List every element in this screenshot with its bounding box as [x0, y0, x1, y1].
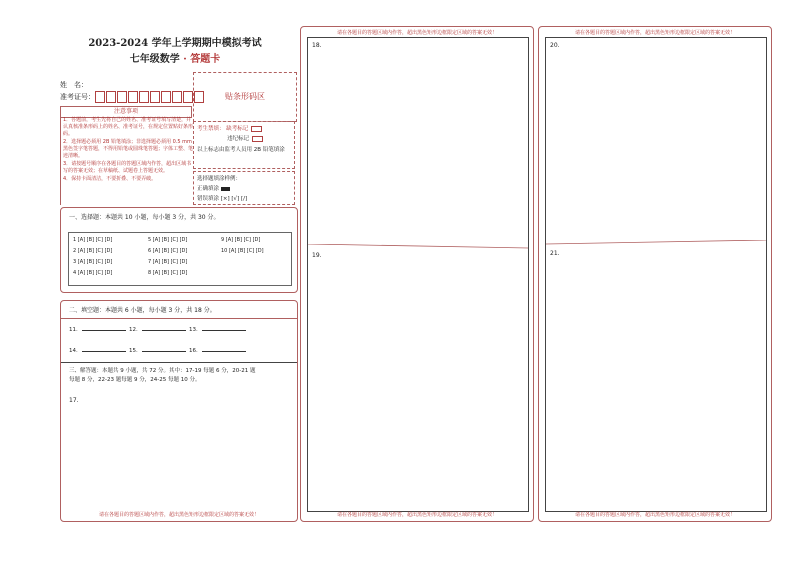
- choice-row[interactable]: 4 [A] [B] [C] [D]: [73, 270, 113, 276]
- choice-row[interactable]: 7 [A] [B] [C] [D]: [148, 259, 188, 265]
- exam-id-boxes[interactable]: [95, 93, 205, 101]
- filled-mark-icon: [221, 187, 230, 191]
- blank-14[interactable]: 14.: [69, 348, 126, 354]
- blank-16[interactable]: 16.: [189, 348, 246, 354]
- fill-blank-area: [61, 316, 297, 363]
- notice-item: 4．保持卡面清洁，不要折叠、不要弄破。: [63, 176, 157, 182]
- answer-area-20[interactable]: [546, 38, 766, 244]
- violation-label: 违纪标记: [227, 136, 250, 142]
- choice-row[interactable]: 6 [A] [B] [C] [D]: [148, 248, 188, 254]
- question-19-label: 19.: [312, 252, 322, 259]
- name-field[interactable]: [60, 80, 88, 90]
- marks-caption: 考生禁填：: [197, 126, 225, 132]
- wrong-row: [197, 194, 291, 202]
- title-separator: ·: [183, 54, 187, 65]
- wrong-label: 错误填涂: [197, 196, 220, 202]
- correct-row: [197, 184, 291, 192]
- answer-area-18[interactable]: [308, 38, 528, 246]
- choice-row[interactable]: 10 [A] [B] [C] [D]: [221, 248, 264, 254]
- fill-sample-box: [193, 171, 295, 205]
- notice-item: 2．选择题必须用 2B 铅笔填涂；非选择题必须用 0.5 mm 黑色签字笔答题，不得用铅笔或圆珠笔答题；字体工整、笔迹清晰。: [63, 139, 194, 159]
- answer-panel-right: [538, 26, 772, 522]
- wrong-marks: [×] [√] [/]: [220, 196, 248, 202]
- section-choice: [60, 207, 298, 293]
- name-label: 姓 名：: [60, 81, 88, 89]
- notice-list: [60, 117, 193, 205]
- section-fill-and-solve: [60, 300, 298, 522]
- question-17-label: 17.: [69, 397, 79, 404]
- subject-label: 七年级数学: [129, 54, 180, 65]
- absent-label: 缺考标记: [226, 126, 249, 132]
- proctor-marks-box: [193, 121, 295, 169]
- warning-text: 请在各题目的答题区域内作答，超出黑色矩形边框限定区域的答案无效！: [574, 512, 735, 518]
- answer-frame-right: [545, 37, 767, 512]
- choice-row[interactable]: 8 [A] [B] [C] [D]: [148, 270, 188, 276]
- exam-id-label: 准考证号：: [60, 93, 95, 101]
- barcode-area: 贴条形码区: [193, 72, 297, 122]
- blank-15[interactable]: 15.: [129, 348, 186, 354]
- exam-id-field[interactable]: [60, 91, 205, 103]
- warning-text: 请在各题目的答题区域内作答，超出黑色矩形边框限定区域的答案无效！: [336, 512, 497, 518]
- notice-item: 3．请按题号顺序在各题目的答题区域内作答，超出区域书写的答案无效；在草稿纸、试题卷上答题无效。: [63, 161, 192, 174]
- warning-text: 请在各题目的答题区域内作答，超出黑色矩形边框限定区域的答案无效！: [98, 512, 259, 518]
- choice-row[interactable]: 2 [A] [B] [C] [D]: [73, 248, 113, 254]
- answer-area-17[interactable]: [67, 406, 289, 508]
- answer-area-21[interactable]: [546, 246, 766, 510]
- notice-title: 注意事项: [60, 106, 192, 118]
- blank-13[interactable]: 13.: [189, 327, 246, 333]
- marks-caption-row: [197, 124, 291, 132]
- choice-row[interactable]: 1 [A] [B] [C] [D]: [73, 237, 113, 243]
- exam-title: 2023-2024 学年上学期期中模拟考试: [88, 38, 262, 49]
- answer-frame-middle: [307, 37, 529, 512]
- choice-row[interactable]: 5 [A] [B] [C] [D]: [148, 237, 188, 243]
- warning-text: 请在各题目的答题区域内作答，超出黑色矩形边框限定区域的答案无效！: [336, 30, 497, 36]
- section1-heading: 一、选择题：本题共 10 小题，每小题 3 分，共 30 分。: [69, 214, 220, 221]
- choice-grid: [68, 232, 292, 286]
- sample-title: 选择题填涂样例：: [197, 176, 242, 182]
- violation-row: [227, 134, 291, 142]
- choice-row[interactable]: 3 [A] [B] [C] [D]: [73, 259, 113, 265]
- question-18-label: 18.: [312, 42, 322, 49]
- blank-12[interactable]: 12.: [129, 327, 186, 333]
- section2-heading: 二、填空题：本题共 6 小题，每小题 3 分，共 18 分。: [61, 301, 297, 319]
- question-20-label: 20.: [550, 42, 560, 49]
- answer-panel-middle: [300, 26, 534, 522]
- answer-card-title: [60, 50, 290, 65]
- marks-note: 以上标志由监考人员用 2B 铅笔填涂: [197, 147, 285, 153]
- correct-label: 正确填涂: [197, 186, 220, 192]
- violation-checkbox[interactable]: [252, 136, 263, 142]
- choice-row[interactable]: 9 [A] [B] [C] [D]: [221, 237, 261, 243]
- section3-heading: 三、解答题：本题共 9 小题，共 72 分。其中：17-19 每题 6 分，20-21 题 每题 8 分，22-23 题每题 9 分，24-25 每题 10 分。: [69, 368, 256, 383]
- question-21-label: 21.: [550, 250, 560, 257]
- warning-text: 请在各题目的答题区域内作答，超出黑色矩形边框限定区域的答案无效！: [574, 30, 735, 36]
- card-label: 答题卡: [190, 54, 221, 65]
- blank-11[interactable]: 11.: [69, 327, 126, 333]
- notice-item: 1．答题前，考生先将自己的姓名、准考证号填写清楚，并认真核准条形码上的姓名、准考证号，在规定位置贴好条形码。: [63, 117, 194, 137]
- answer-area-19[interactable]: [308, 250, 528, 510]
- absent-checkbox[interactable]: [251, 126, 262, 132]
